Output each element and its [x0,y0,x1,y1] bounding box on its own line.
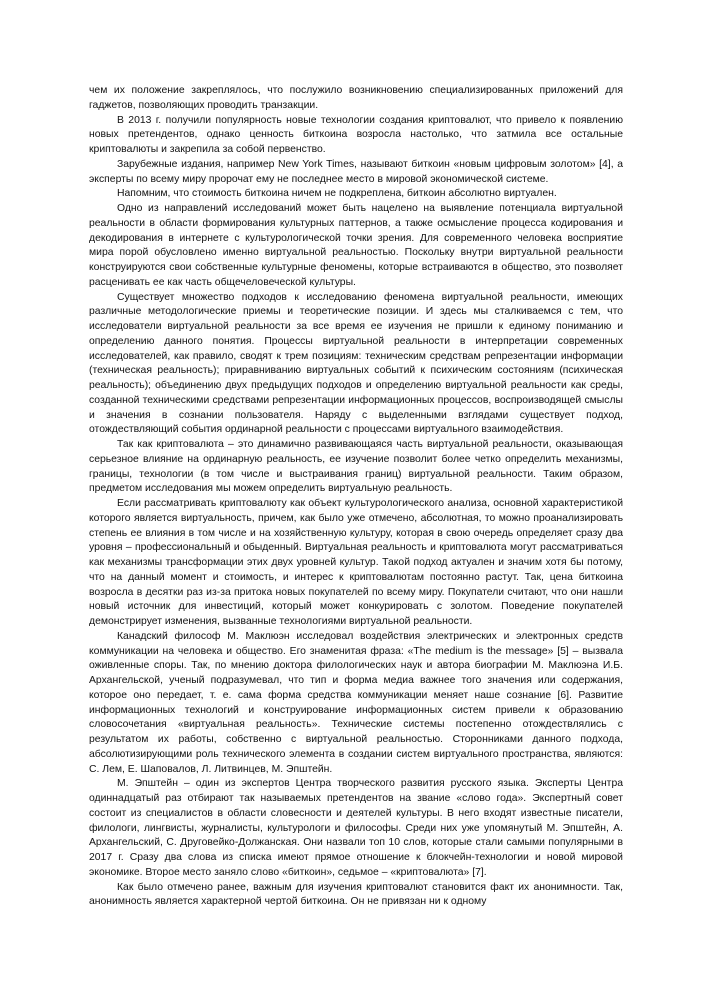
paragraph-approaches: Существует множество подходов к исследованию феномена виртуальной реальности, имеющих различные методологические приемы и теоретические позиции. И здесь мы сталкиваемся с тем, что исследователи виртуальной реальности за все время ее изучения не пришли к единому пониманию и определению данного понятия. Процессы виртуальной реальности в интерпретации современных исследователей, как правило, сводят к трем позициям: техническим средствам репрезентации информации (техническая реальность); приравниванию виртуальных событий к психическим состояниям (психическая реальность); объединению двух предыдущих подходов и определению виртуальной реальности как среды, созданной техническими средствами репрезентации информационных процессов, воспроизводящей смыслы и значения в сознании пользователя. Наряду с выделенными взглядами существует подход, отождествляющий события ординарной реальности с процессами виртуального взаимодействия. [89,291,623,436]
paragraph-cryptocurrency-part: Так как криптовалюта – это динамично развивающаяся часть виртуальной реальности, оказывающая серьезное влияние на ординарную реальность, ее изучение позволит более четко определить механизмы, границы, технологии (в том числе и выстраивания границ) виртуальной реальности. Таким образом, предметом исследования мы можем определить виртуальную реальность. [89,439,623,495]
paragraph-bitcoin-virtual: Напомним, что стоимость биткоина ничем не подкреплена, биткоин абсолютно виртуален. [117,188,557,200]
paragraph-anonymity: Как было отмечено ранее, важным для изучения криптовалют становится факт их анонимности. Так, анонимность является характерной чертой биткоина. Он не привязан ни к одному [89,881,623,908]
paragraph-research-direction: Одно из направлений исследований может быть нацелено на выявление потенциала виртуальной реальности в области формирования культурных паттернов, а также осмысление процесса кодирования и декодирования в интернете с культурологической точки зрения. Для современного человека восприятие мира порой обусловлено именно виртуальной реальностью. Поскольку внутри виртуальной реальности конструируются свои собственные культурные феномены, которые встраиваются в общество, это позволяет расценивать ее как часть общечеловеческой культуры. [89,203,623,288]
paragraph-cultural-analysis: Если рассматривать криптовалюту как объект культурологического анализа, основной характеристикой которого является виртуальность, причем, как было уже отмечено, абсолютная, то можно проанализировать степень ее влияния в том числе и на хозяйственную культуру, которая в свою очередь определяет сразу два уровня – профессиональный и обыденный. Виртуальная реальность и криптовалюта могут рассматриваться как механизмы трансформации этих двух уровней культур. Такой подход актуален и значим хотя бы потому, что на данный момент и стоимость, и интерес к криптовалютам постоянно растут. Так, цена биткоина возросла в десятки раз из-за притока новых покупателей по всему миру. Покупатели считают, что они нашли новый источник для инвестиций, который может конкурировать с золотом. Поведение покупателей демонстрирует изменения, вызванные технологиями виртуальной реальности. [89,498,623,627]
paragraph-2013-technologies: В 2013 г. получили популярность новые технологии создания криптовалют, что привело к появлению новых претендентов, однако ценность биткоина возросла настолько, что затмила все остальные криптовалюты и закрепила за собой первенство. [89,114,623,155]
paragraph-continuation: чем их положение закреплялось, что послужило возникновению специализированных приложений для гаджетов, позволяющих проводить транзакции. [89,85,623,111]
paragraph-epstein: М. Эпштейн – один из экспертов Центра творческого развития русского языка. Эксперты Центра одиннадцатый раз отбирают так называемых претендентов на звание «слово года». Экспертный совет состоит из специалистов в области словесности и деятелей культуры. В него входят известные писатели, филологи, лингвисты, журналисты, культурологи и философы. Среди них уже упомянутый М. Эпштейн, А. Архангельский, С. Друговейко-Должанская. Они назвали топ 10 слов, которые стали самыми популярными в 2017 г. Сразу два слова из списка имеют прямое отношение к блокчейн-технологии и новой мировой экономике. Второе место заняло слово «биткоин», седьмое – «криптовалюта» [7]. [89,778,623,878]
paragraph-foreign-press: Зарубежные издания, например New York Times, называют биткоин «новым цифровым золотом» [4], а эксперты по всему миру пророчат ему не последнее место в мировой экономической системе. [89,158,623,185]
document-page [89,84,623,910]
paragraph-mcluhan: Канадский философ М. Маклюэн исследовал воздействия электрических и электронных средств коммуникации на человека и общество. Его знаменитая фраза: «The medium is the message» [5] – вызвала оживленные споры. Так, по мнению доктора филологических наук и автора биографии М. Маклюэна И.Б. Архангельской, ученый подразумевал, что тип и форма медиа важнее того значения или содержания, которое оно передает, т. е. сама форма средства коммуникации меняет наше сознание [6]. Развитие информационных технологий и конструирование информационных систем привели к образованию словосочетания «виртуальная реальность». Технические системы постепенно отождествлялись с результатом их работы, собственно с виртуальной реальностью. Сторонниками данного подхода, абсолютизирующими роль технического элемента в создании систем виртуального пространства, являются: С. Лем, Е. Шаповалов, Л. Литвинцев, М. Эпштейн. [89,630,623,775]
